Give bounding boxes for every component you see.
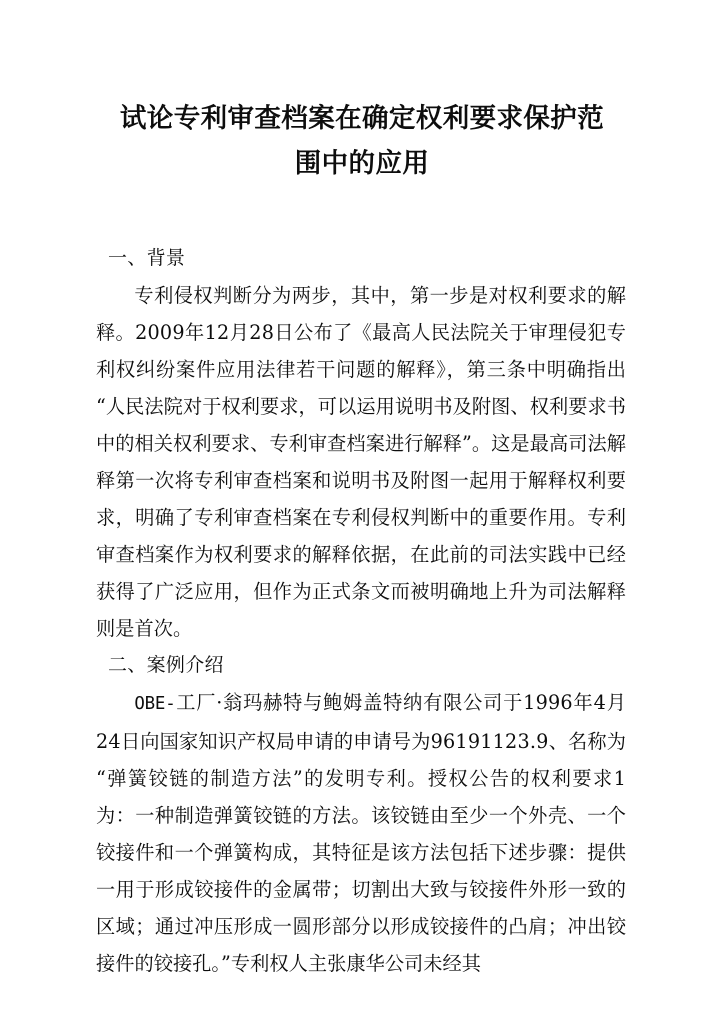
paragraph [96,277,626,647]
text-run-mono: OBE- [134,694,176,714]
title-line-1: 试论专利审查档案在确定权利要求保护范 [119,102,605,134]
text-run-latin: 4 [593,691,606,714]
section-heading: 二、案例介绍 [108,654,224,676]
title-line-2: 围中的应用 [294,147,430,179]
text-run-cjk: 年 [572,691,594,714]
page-title [112,96,612,186]
text-run-latin: 2009 [135,321,185,344]
text-run-cjk: 为：一种制造弹簧铰链的方法。该铰链由至少一个外壳、一个铰接件和一个弹簧构成，其特征是该方法包括下述步骤：提供一用于形成铰接件的金属带；切割出大致与铰接件外形一致的区域；通过冲压形成一圆形部分以形成铰接件的凸肩；冲出铰接件的铰接孔。”专利权人主张康华公司未经其 [96,804,626,975]
text-run-cjk: 专利侵权判断分为两步，其中，第一步是对权利要求的解释。 [96,284,626,344]
text-run-latin: 12 [204,321,230,344]
text-run-cjk: 、名称为“弹簧铰链的制造方法”的发明专利。授权公告的权利要求 [96,730,626,790]
text-run-cjk: 月 [605,691,626,714]
document-body [96,240,626,982]
text-run-latin: 96191123.9 [430,730,549,753]
text-run-cjk: 工厂·翁玛赫特与鲍姆盖特纳有限公司于 [175,691,524,714]
text-run-cjk: 年 [184,321,205,344]
text-run-latin: 1 [613,767,626,790]
text-run-latin: 24 [96,730,121,753]
text-run-cjk: 日公布了《最高人民法院关于审理侵犯专利权纠纷案件应用法律若干问题的解释》，第三条中明确指出“人民法院对于权利要求，可以运用说明书及附图、权利要求书中的相关权利要求、专利审查档案进行解释”。这是最高司法解释第一次将专利审查档案和说明书及附图一起用于解释权利要求，明确了专利审查档案在专利侵权判断中的重要作用。专利审查档案作为权利要求的解释依据，在此前的司法实践中已经获得了广泛应用，但作为正式条文而被明确地上升为司法解释则是首次。 [96,321,626,640]
section-heading: 一、背景 [108,247,186,269]
text-run-latin: 28 [249,321,275,344]
text-run-latin: 1996 [523,691,573,714]
paragraph [96,684,626,982]
text-run-cjk: 日向国家知识产权局申请的申请号为 [120,730,431,753]
text-run-cjk: 月 [229,321,250,344]
